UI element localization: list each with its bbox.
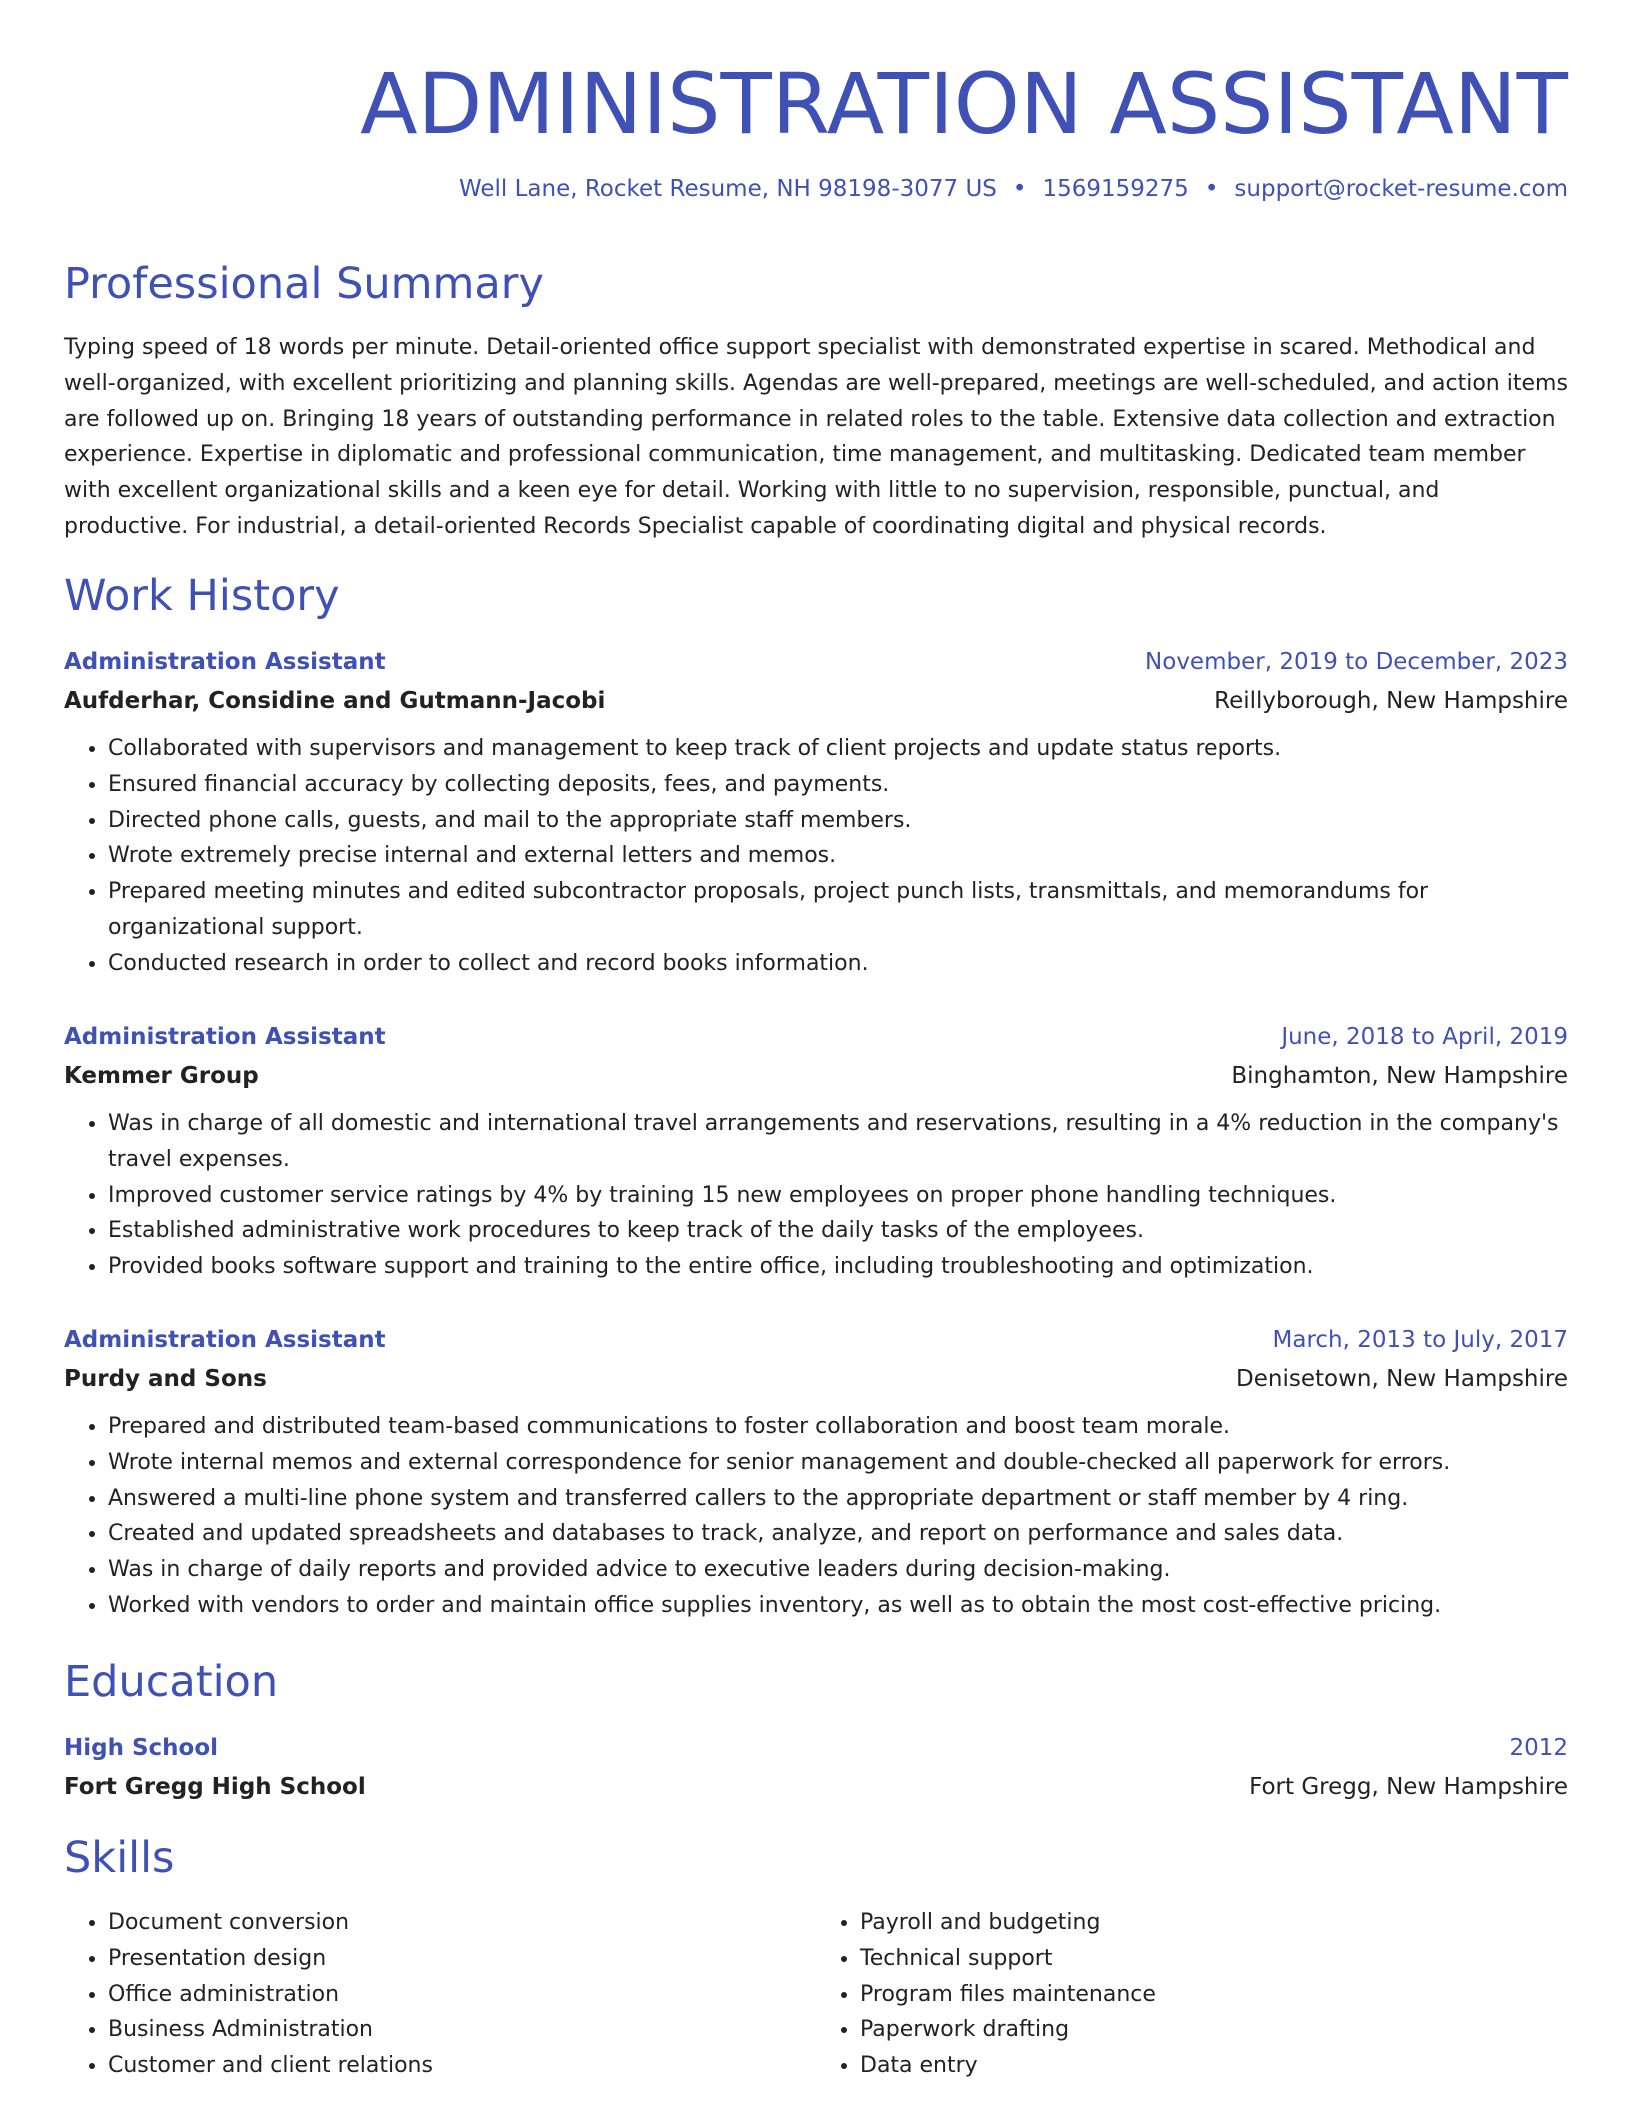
skill-item: • Document conversion — [108, 1905, 816, 1941]
job-company: Kemmer Group — [64, 1063, 259, 1089]
job-bullet: • Was in charge of daily reports and provided advice to executive leaders during decision-making. — [108, 1552, 1568, 1588]
education-degree: High School — [64, 1735, 219, 1761]
job-bullets — [64, 731, 1568, 982]
skill-item: • Data entry — [860, 2048, 1568, 2084]
job-bullets — [64, 1106, 1568, 1285]
education-entry — [64, 1729, 1568, 1807]
skill-item: • Payroll and budgeting — [860, 1905, 1568, 1941]
skill-item: • Paperwork drafting — [860, 2012, 1568, 2048]
education-heading: Education — [64, 1657, 279, 1707]
job-entry — [64, 1018, 1568, 1285]
summary-text: Typing speed of 18 words per minute. Detail-oriented office support specialist with demonstrated expertise in scared. Methodical and well-organized, with excellent prioritizing and planning skills. Agendas are well-prepared, meetings are well-scheduled, and action items are followed up on. Bringing 18 years of outstanding performance in related roles to the table. Extensive data collection and extraction experience. Expertise in diplomatic and professional communication, time management, and multitasking. Dedicated team member with excellent organizational skills and a keen eye for detail. Working with little to no supervision, responsible, punctual, and productive. For industrial, a detail-oriented Records Specialist capable of coordinating digital and physical records. — [64, 335, 1568, 539]
job-title: Administration Assistant — [64, 1327, 386, 1353]
skills-heading: Skills — [64, 1833, 175, 1883]
job-bullet: • Created and updated spreadsheets and databases to track, analyze, and report on performance and sales data. — [108, 1516, 1568, 1552]
job-dates: March, 2013 to July, 2017 — [1272, 1327, 1568, 1353]
contact-phone: 1569159275 — [1042, 176, 1189, 202]
page-title: ADMINISTRATION ASSISTANT — [360, 55, 1568, 153]
education-location: Fort Gregg, New Hampshire — [1249, 1774, 1568, 1800]
work-history-heading: Work History — [64, 571, 340, 621]
skill-item: • Presentation design — [108, 1941, 816, 1977]
skills-column-right — [816, 1905, 1568, 2084]
job-entry — [64, 643, 1568, 982]
job-bullet: • Provided books software support and training to the entire office, including troubleshooting and optimization. — [108, 1249, 1568, 1285]
job-bullet: • Conducted research in order to collect and record books information. — [108, 946, 1568, 982]
job-company: Purdy and Sons — [64, 1366, 267, 1392]
contact-separator: • — [1012, 176, 1027, 202]
job-bullet: • Prepared and distributed team-based communications to foster collaboration and boost team morale. — [108, 1409, 1568, 1445]
skill-item: • Program files maintenance — [860, 1977, 1568, 2013]
job-bullet: • Directed phone calls, guests, and mail to the appropriate staff members. — [108, 803, 1568, 839]
job-entry — [64, 1321, 1568, 1624]
job-bullet: • Ensured financial accuracy by collecting deposits, fees, and payments. — [108, 767, 1568, 803]
job-bullet: • Wrote internal memos and external correspondence for senior management and double-checked all paperwork for errors. — [108, 1445, 1568, 1481]
education-school: Fort Gregg High School — [64, 1774, 366, 1800]
job-company: Aufderhar, Considine and Gutmann-Jacobi — [64, 688, 606, 714]
job-bullet: • Was in charge of all domestic and international travel arrangements and reservations, resulting in a 4% reduction in the company's travel expenses. — [108, 1106, 1568, 1178]
job-title: Administration Assistant — [64, 1024, 386, 1050]
job-bullet: • Wrote extremely precise internal and external letters and memos. — [108, 838, 1568, 874]
job-dates: November, 2019 to December, 2023 — [1145, 649, 1568, 675]
skills-column-left — [64, 1905, 816, 2084]
job-bullet: • Established administrative work procedures to keep track of the daily tasks of the employees. — [108, 1213, 1568, 1249]
summary-heading: Professional Summary — [64, 259, 544, 309]
job-bullet: • Prepared meeting minutes and edited subcontractor proposals, project punch lists, transmittals, and memorandums for organizational support. — [108, 874, 1568, 946]
education-year: 2012 — [1509, 1735, 1568, 1761]
job-bullet: • Answered a multi-line phone system and transferred callers to the appropriate department or staff member by 4 ring. — [108, 1481, 1568, 1517]
job-location: Binghamton, New Hampshire — [1231, 1063, 1568, 1089]
skill-item: • Customer and client relations — [108, 2048, 816, 2084]
contact-address: Well Lane, Rocket Resume, NH 98198-3077 US — [458, 176, 997, 202]
skill-item: • Technical support — [860, 1941, 1568, 1977]
contact-line — [459, 176, 1568, 202]
skill-item: • Business Administration — [108, 2012, 816, 2048]
job-location: Reillyborough, New Hampshire — [1214, 688, 1568, 714]
contact-email[interactable]: support@rocket-resume.com — [1234, 176, 1568, 202]
job-title: Administration Assistant — [64, 649, 386, 675]
job-bullet: • Collaborated with supervisors and management to keep track of client projects and update status reports. — [108, 731, 1568, 767]
job-dates: June, 2018 to April, 2019 — [1281, 1024, 1568, 1050]
skill-item: • Office administration — [108, 1977, 816, 2013]
skills-list — [64, 1905, 1568, 2084]
job-bullets — [64, 1409, 1568, 1624]
job-location: Denisetown, New Hampshire — [1236, 1366, 1568, 1392]
contact-separator: • — [1204, 176, 1219, 202]
job-bullet: • Worked with vendors to order and maintain office supplies inventory, as well as to obtain the most cost-effective pricing. — [108, 1588, 1568, 1624]
job-bullet: • Improved customer service ratings by 4% by training 15 new employees on proper phone handling techniques. — [108, 1178, 1568, 1214]
